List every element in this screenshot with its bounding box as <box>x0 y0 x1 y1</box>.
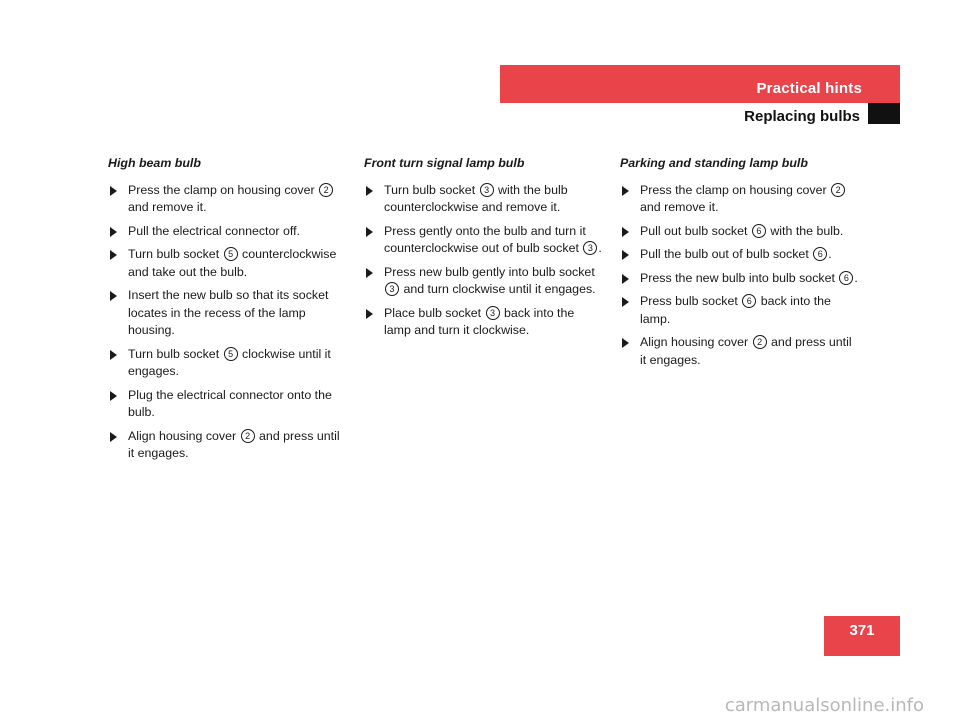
step-text: with the bulb counterclockwise and remove it. <box>384 182 568 214</box>
page-subtitle: Replacing bulbs <box>744 108 860 125</box>
section-title: Practical hints <box>756 80 862 97</box>
triangle-bullet-icon <box>366 309 373 319</box>
step-list <box>364 182 604 340</box>
step-text: Press bulb socket <box>640 294 742 308</box>
circled-reference-number: 2 <box>241 429 255 443</box>
step-text: Turn bulb socket <box>128 247 223 261</box>
step-text: and remove it. <box>640 200 719 214</box>
triangle-bullet-icon <box>622 250 629 260</box>
circled-reference-number: 2 <box>831 183 845 197</box>
circled-reference-number: 6 <box>752 224 766 238</box>
step-text: Insert the new bulb so that its socket locates in the recess of the lamp housing. <box>128 288 329 337</box>
triangle-bullet-icon <box>110 250 117 260</box>
circled-reference-number: 6 <box>839 271 853 285</box>
step-text: Align housing cover <box>128 428 240 443</box>
step-text: Press the clamp on housing cover <box>128 182 319 197</box>
step-item <box>108 287 348 340</box>
step-text: Turn bulb socket <box>384 182 479 197</box>
step-item <box>108 246 348 281</box>
step-text: with the bulb. <box>766 223 844 238</box>
column-heading: High beam bulb <box>108 156 201 170</box>
triangle-bullet-icon <box>110 391 117 401</box>
triangle-bullet-icon <box>622 227 629 237</box>
triangle-bullet-icon <box>110 291 117 301</box>
triangle-bullet-icon <box>622 274 629 284</box>
step-text: Pull the electrical connector off. <box>128 223 300 238</box>
step-list <box>620 182 860 370</box>
step-item <box>620 270 860 288</box>
triangle-bullet-icon <box>622 297 629 307</box>
column-heading: Front turn signal lamp bulb <box>364 156 525 170</box>
step-text: . <box>598 241 602 255</box>
step-item <box>108 182 348 217</box>
circled-reference-number: 3 <box>583 241 597 255</box>
step-item <box>364 182 604 217</box>
triangle-bullet-icon <box>622 186 629 196</box>
step-text: Pull out bulb socket <box>640 223 751 238</box>
step-text: . <box>828 247 832 261</box>
step-text: Align housing cover <box>640 335 752 349</box>
step-text: Press new bulb gently into bulb socket <box>384 264 595 279</box>
circled-reference-number: 5 <box>224 347 238 361</box>
step-item <box>108 428 348 463</box>
step-item <box>620 293 860 328</box>
step-text: and remove it. <box>128 200 207 214</box>
step-text: back into the lamp. <box>640 294 831 326</box>
step-item <box>620 223 860 241</box>
step-text: clockwise until it engages. <box>128 346 331 378</box>
circled-reference-number: 3 <box>480 183 494 197</box>
page-number: 371 <box>849 622 875 639</box>
step-text: Plug the electrical connector onto the bulb. <box>128 387 332 419</box>
step-item <box>364 223 604 258</box>
step-item <box>364 264 604 299</box>
circled-reference-number: 3 <box>385 282 399 296</box>
circled-reference-number: 2 <box>319 183 333 197</box>
column-high-beam <box>108 155 348 469</box>
triangle-bullet-icon <box>110 350 117 360</box>
triangle-bullet-icon <box>110 432 117 442</box>
step-item <box>620 334 860 369</box>
step-text: Press the clamp on housing cover <box>640 182 831 197</box>
step-item <box>108 387 348 422</box>
step-text: Turn bulb socket <box>128 346 223 361</box>
triangle-bullet-icon <box>110 227 117 237</box>
step-text: Pull the bulb out of bulb socket <box>640 247 813 261</box>
step-item <box>108 223 348 241</box>
column-parking-standing <box>620 155 860 375</box>
step-text: and press until it engages. <box>640 335 852 367</box>
column-heading: Parking and standing lamp bulb <box>620 156 808 170</box>
circled-reference-number: 6 <box>813 247 827 261</box>
triangle-bullet-icon <box>366 227 373 237</box>
header-band <box>500 65 900 103</box>
step-text: Press the new bulb into bulb socket <box>640 270 839 285</box>
triangle-bullet-icon <box>366 268 373 278</box>
step-item <box>364 305 604 340</box>
step-text: Press gently onto the bulb and turn it counterclockwise out of bulb socket <box>384 223 586 255</box>
step-text: counterclockwise and take out the bulb. <box>128 247 337 279</box>
circled-reference-number: 5 <box>224 247 238 261</box>
step-item <box>620 246 860 264</box>
step-text: . <box>854 270 858 285</box>
header-tab-marker <box>868 103 900 124</box>
circled-reference-number: 3 <box>486 306 500 320</box>
step-text: back into the lamp and turn it clockwise. <box>384 305 575 337</box>
triangle-bullet-icon <box>366 186 373 196</box>
circled-reference-number: 6 <box>742 294 756 308</box>
page-number-box <box>824 616 900 656</box>
triangle-bullet-icon <box>110 186 117 196</box>
step-item <box>620 182 860 217</box>
column-front-turn-signal <box>364 155 604 346</box>
step-text: and turn clockwise until it engages. <box>400 282 596 296</box>
step-list <box>108 182 348 463</box>
step-text: and press until it engages. <box>128 428 340 460</box>
circled-reference-number: 2 <box>753 335 767 349</box>
step-item <box>108 346 348 381</box>
step-text: Place bulb socket <box>384 305 485 320</box>
watermark: carmanualsonline.info <box>724 695 924 716</box>
triangle-bullet-icon <box>622 338 629 348</box>
